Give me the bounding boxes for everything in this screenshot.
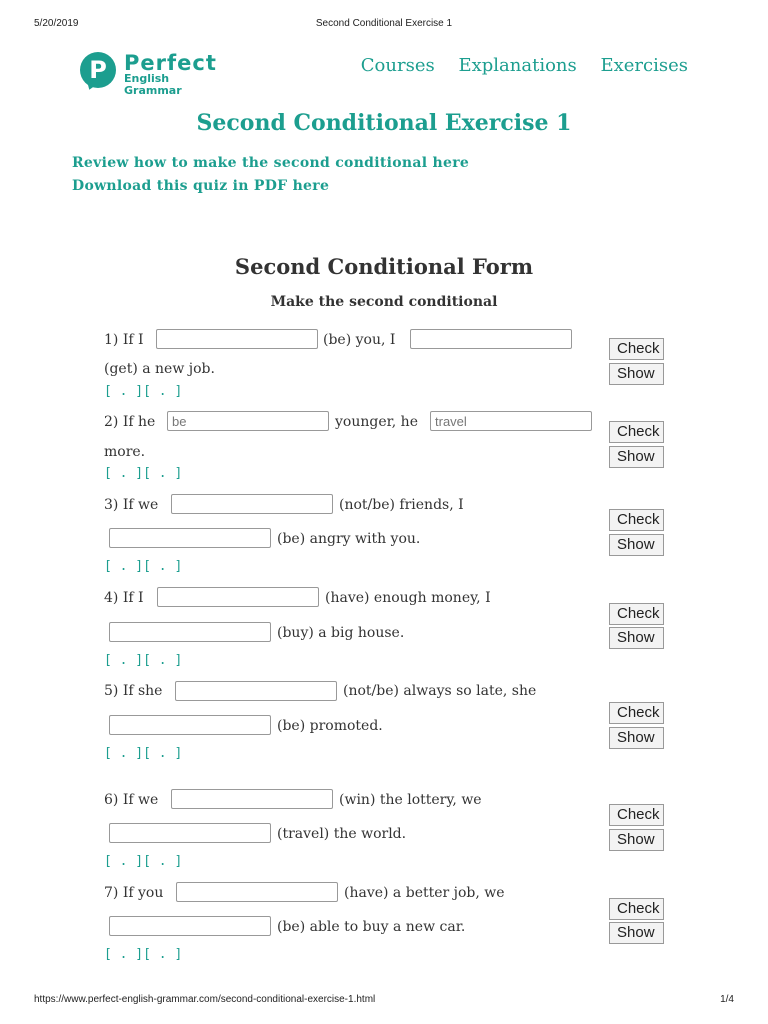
question-text-end: (get) a new job. bbox=[104, 361, 215, 377]
check-button[interactable]: Check bbox=[609, 338, 664, 360]
answer-input-1[interactable] bbox=[175, 681, 337, 701]
show-button[interactable]: Show bbox=[609, 627, 664, 649]
nav-exercises[interactable]: Exercises bbox=[600, 55, 688, 76]
question-text-mid: younger, he bbox=[335, 414, 418, 430]
answer-input-2[interactable] bbox=[109, 916, 271, 936]
review-link[interactable]: Review how to make the second conditional here bbox=[72, 155, 470, 171]
nav-courses[interactable]: Courses bbox=[360, 55, 435, 76]
hint-brackets[interactable]: [ . ][ . ] bbox=[104, 466, 183, 481]
check-button[interactable]: Check bbox=[609, 421, 664, 443]
hint-brackets[interactable]: [ . ][ . ] bbox=[104, 384, 183, 399]
answer-input-2[interactable] bbox=[109, 622, 271, 642]
form-title: Second Conditional Form bbox=[234, 254, 534, 279]
question-text-end: (be) promoted. bbox=[277, 718, 383, 734]
answer-input-1[interactable] bbox=[176, 882, 338, 902]
site-logo[interactable] bbox=[80, 51, 230, 97]
answer-input-1[interactable] bbox=[171, 494, 333, 514]
answer-input-2[interactable] bbox=[109, 528, 271, 548]
show-button[interactable]: Show bbox=[609, 922, 664, 944]
show-button[interactable]: Show bbox=[609, 534, 664, 556]
question-text-mid: (not/be) friends, I bbox=[339, 497, 464, 513]
print-date: 5/20/2019 bbox=[34, 18, 79, 29]
print-doc-title: Second Conditional Exercise 1 bbox=[315, 18, 453, 29]
question-text-mid: (have) enough money, I bbox=[325, 590, 491, 606]
question-text-end: (buy) a big house. bbox=[277, 625, 405, 641]
print-footer bbox=[0, 994, 768, 1008]
check-button[interactable]: Check bbox=[609, 804, 664, 826]
check-button[interactable]: Check bbox=[609, 509, 664, 531]
hint-brackets[interactable]: [ . ][ . ] bbox=[104, 653, 183, 668]
answer-input-1[interactable] bbox=[167, 411, 329, 431]
question-text-start: 4) If I bbox=[104, 590, 144, 606]
main-nav bbox=[343, 55, 688, 76]
question-text-mid: (not/be) always so late, she bbox=[343, 683, 537, 699]
nav-explanations[interactable]: Explanations bbox=[458, 55, 577, 76]
logo-subtitle: English Grammar bbox=[124, 72, 182, 97]
print-header bbox=[0, 18, 768, 32]
hint-brackets[interactable]: [ . ][ . ] bbox=[104, 559, 183, 574]
hint-brackets[interactable]: [ . ][ . ] bbox=[104, 746, 183, 761]
answer-input-2[interactable] bbox=[109, 823, 271, 843]
question-text-mid: (win) the lottery, we bbox=[339, 792, 482, 808]
check-button[interactable]: Check bbox=[609, 702, 664, 724]
page-title: Second Conditional Exercise 1 bbox=[196, 110, 572, 136]
check-button[interactable]: Check bbox=[609, 603, 664, 625]
question-text-mid: (be) you, I bbox=[323, 332, 396, 348]
question-text-start: 5) If she bbox=[104, 683, 163, 699]
question-text-start: 7) If you bbox=[104, 885, 164, 901]
answer-input-1[interactable] bbox=[171, 789, 333, 809]
show-button[interactable]: Show bbox=[609, 727, 664, 749]
question-text-end: (be) angry with you. bbox=[277, 531, 421, 547]
answer-input-2[interactable] bbox=[430, 411, 592, 431]
logo-p-icon: P bbox=[80, 52, 116, 88]
question-text-start: 3) If we bbox=[104, 497, 159, 513]
question-text-end: (be) able to buy a new car. bbox=[277, 919, 466, 935]
show-button[interactable]: Show bbox=[609, 446, 664, 468]
question-text-start: 1) If I bbox=[104, 332, 144, 348]
print-page-number: 1/4 bbox=[720, 994, 734, 1005]
question-text-mid: (have) a better job, we bbox=[344, 885, 505, 901]
answer-input-1[interactable] bbox=[157, 587, 319, 607]
answer-input-1[interactable] bbox=[156, 329, 318, 349]
question-text-end: more. bbox=[104, 444, 146, 460]
answer-input-2[interactable] bbox=[410, 329, 572, 349]
question-text-end: (travel) the world. bbox=[277, 826, 407, 842]
hint-brackets[interactable]: [ . ][ . ] bbox=[104, 854, 183, 869]
print-url: https://www.perfect-english-grammar.com/second-conditional-exercise-1.html bbox=[34, 994, 376, 1005]
form-subtitle: Make the second conditional bbox=[270, 294, 498, 310]
hint-brackets[interactable]: [ . ][ . ] bbox=[104, 947, 183, 962]
show-button[interactable]: Show bbox=[609, 363, 664, 385]
question-text-start: 2) If he bbox=[104, 414, 156, 430]
question-text-start: 6) If we bbox=[104, 792, 159, 808]
download-pdf-link[interactable]: Download this quiz in PDF here bbox=[72, 178, 330, 194]
logo-word: Perfect bbox=[124, 51, 217, 75]
show-button[interactable]: Show bbox=[609, 829, 664, 851]
check-button[interactable]: Check bbox=[609, 898, 664, 920]
answer-input-2[interactable] bbox=[109, 715, 271, 735]
